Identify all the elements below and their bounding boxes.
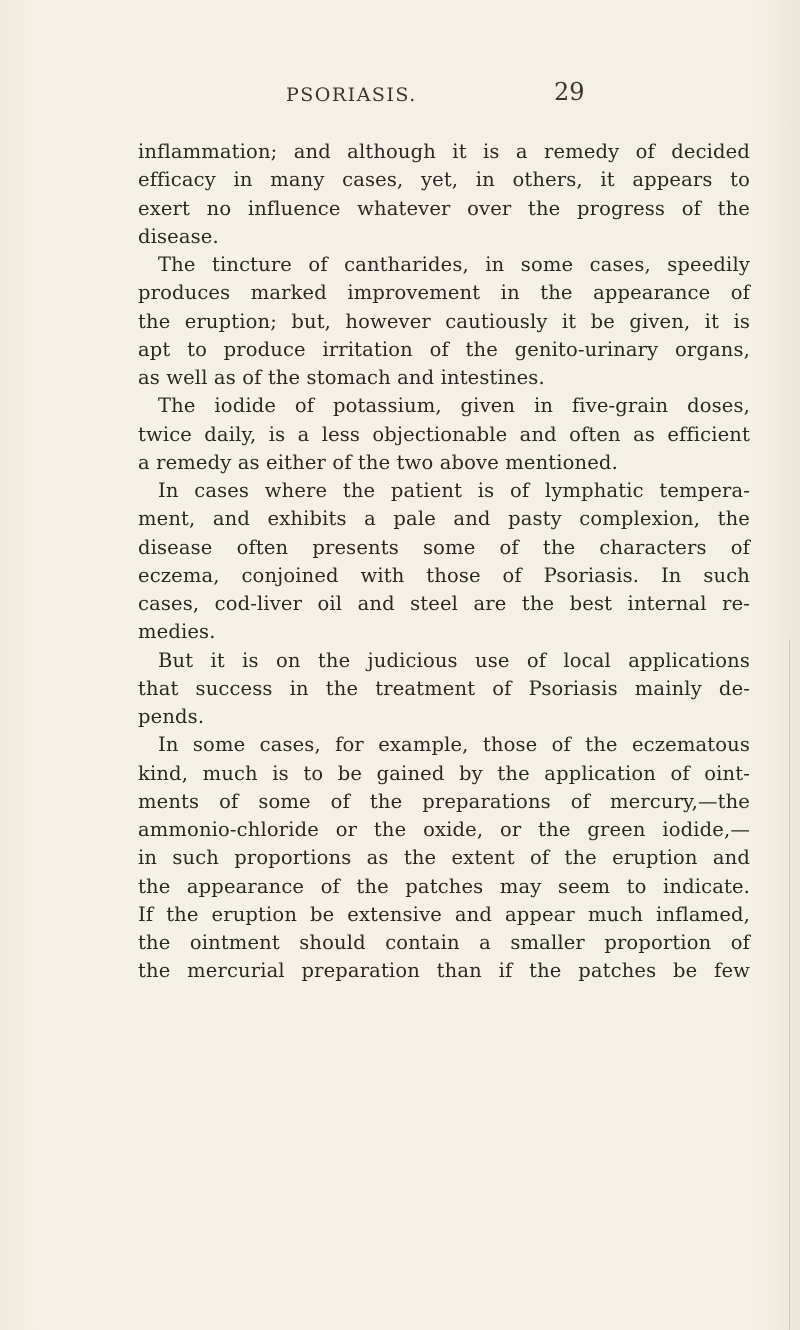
text-line: the appearance of the patches may seem to indicate.: [138, 874, 750, 898]
text-line: twice daily, is a less objectionable and often as efficient: [138, 422, 750, 446]
page-number: 29: [554, 78, 585, 106]
text-line: ments of some of the preparations of mercury,—the: [138, 789, 750, 813]
text-line: the mercurial preparation than if the patches be few: [138, 959, 750, 983]
text-line: ammonio-chloride or the oxide, or the green iodide,—: [138, 818, 750, 841]
text-line: apt to produce irritation of the genito-urinary organs,: [138, 337, 750, 361]
running-head: PSORIASIS.: [286, 84, 417, 106]
text-line: ment, and exhibits a pale and pasty complexion, the: [138, 507, 750, 531]
text-line: the eruption; but, however cautiously it be given, it is: [138, 309, 750, 333]
text-line: eczema, conjoined with those of Psoriasis. In such: [138, 563, 750, 587]
text-line: that success in the treatment of Psoriasis mainly de-: [138, 676, 750, 700]
text-line: in such proportions as the extent of the eruption and: [138, 846, 750, 870]
text-line: disease often presents some of the characters of: [138, 535, 750, 559]
text-line: In some cases, for example, those of the eczematous: [158, 733, 750, 757]
text-line: The iodide of potassium, given in five-grain doses,: [158, 394, 750, 418]
text-line: inflammation; and although it is a remedy of decided: [138, 140, 750, 163]
body-text: [138, 138, 750, 986]
text-line: pends.: [138, 705, 205, 728]
text-line: efficacy in many cases, yet, in others, it appears to: [138, 168, 750, 192]
text-line: The tincture of cantharides, in some cases, speedily: [158, 253, 750, 276]
text-line: kind, much is to be gained by the application of oint-: [138, 761, 750, 785]
page-header: [0, 78, 800, 114]
text-line: produces marked improvement in the appearance of: [138, 281, 750, 305]
text-line: a remedy as either of the two above mentioned.: [138, 450, 618, 474]
text-line: cases, cod-liver oil and steel are the best internal re-: [138, 592, 750, 615]
text-line: But it is on the judicious use of local applications: [158, 648, 750, 672]
page-edge-shadow: [789, 640, 790, 1330]
text-line: medies.: [138, 620, 216, 644]
text-line: exert no influence whatever over the progress of the: [138, 196, 750, 220]
text-line: In cases where the patient is of lymphatic tempera-: [158, 479, 750, 502]
text-line: disease.: [138, 224, 219, 248]
text-line: as well as of the stomach and intestines.: [138, 366, 545, 389]
text-line: If the eruption be extensive and appear much inflamed,: [138, 902, 750, 926]
text-line: the ointment should contain a smaller proportion of: [138, 931, 750, 954]
